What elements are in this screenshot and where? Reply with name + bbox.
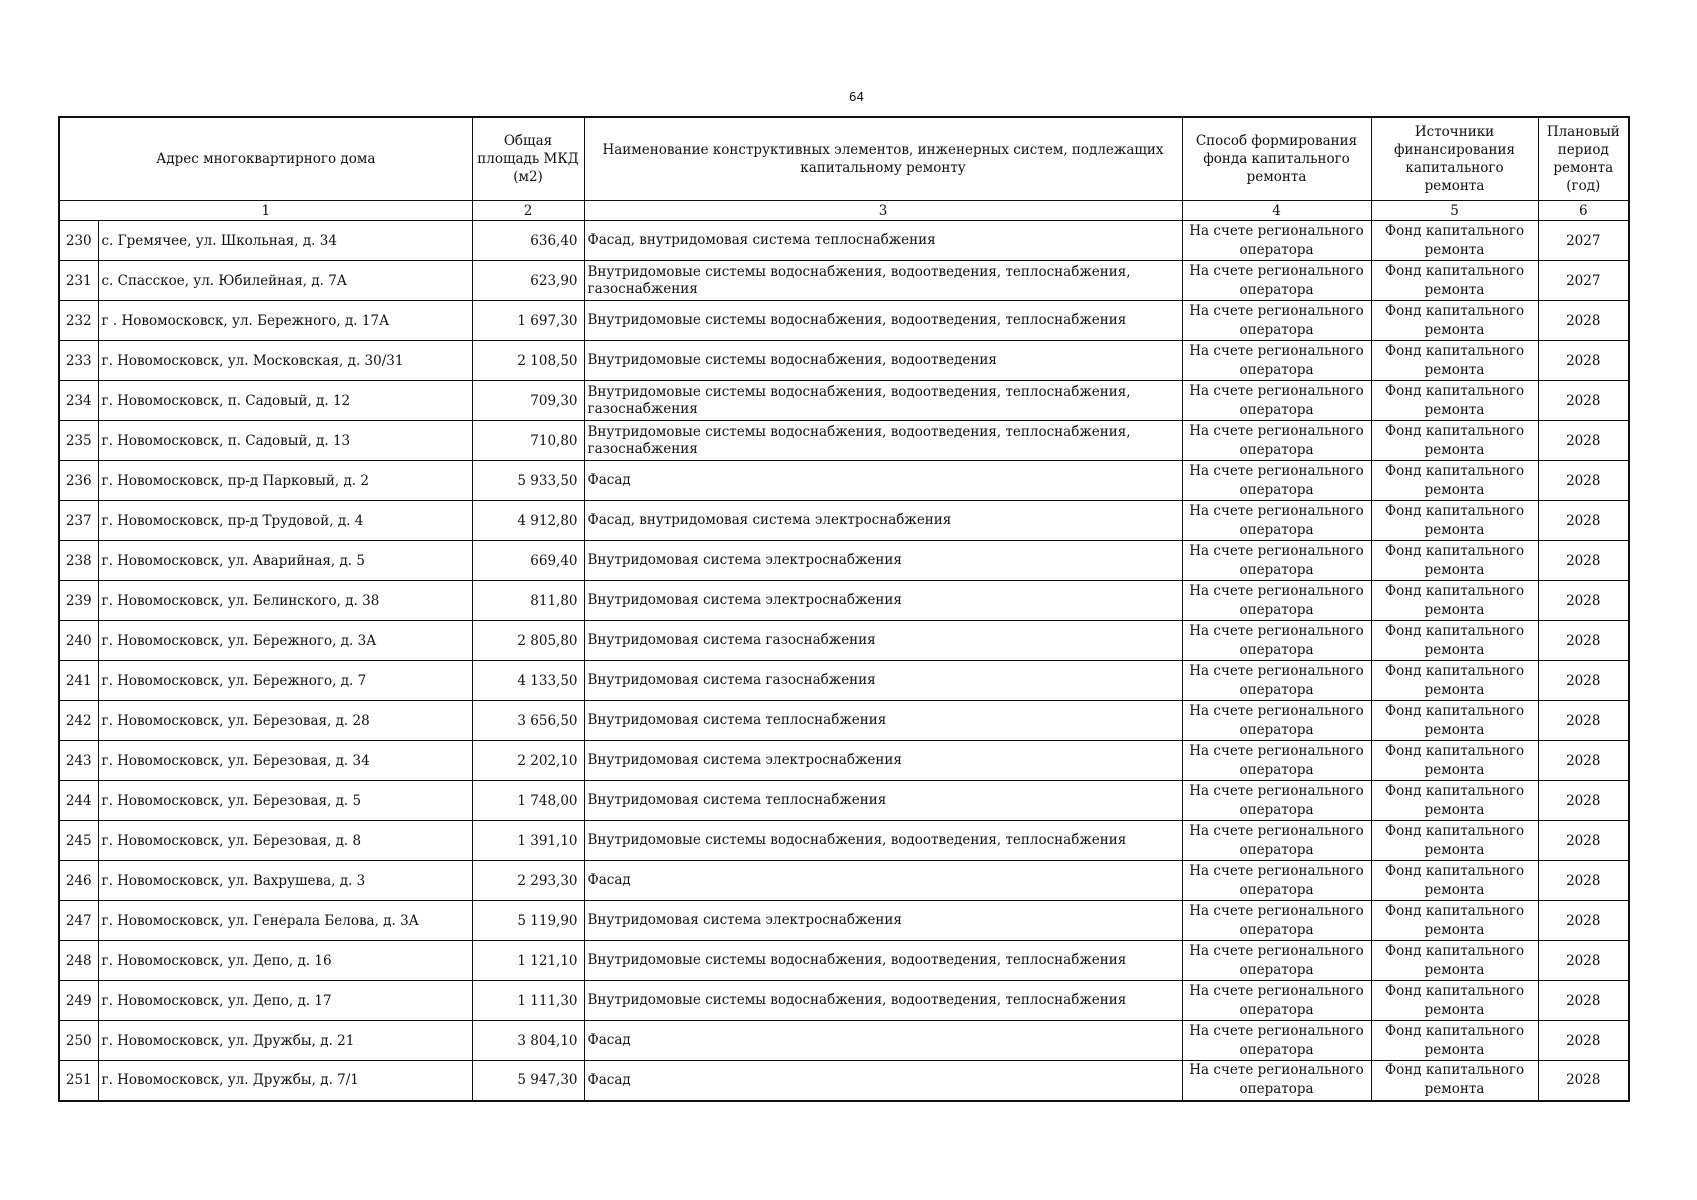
row-address: г. Новомосковск, ул. Березовая, д. 8 — [98, 821, 472, 861]
row-funding-method: На счете регионального оператора — [1182, 741, 1371, 781]
row-address: с. Спасское, ул. Юбилейная, д. 7А — [98, 261, 472, 301]
row-funding-method: На счете регионального оператора — [1182, 901, 1371, 941]
table-row — [59, 421, 1629, 461]
row-address: г. Новомосковск, ул. Дружбы, д. 21 — [98, 1021, 472, 1061]
page-number: 64 — [848, 90, 865, 104]
row-elements: Внутридомовая система электроснабжения — [584, 901, 1182, 941]
row-funding-method: На счете регионального оператора — [1182, 341, 1371, 381]
row-elements: Внутридомовая система теплоснабжения — [584, 781, 1182, 821]
table-row — [59, 701, 1629, 741]
row-area: 5 933,50 — [472, 461, 584, 501]
row-area: 4 133,50 — [472, 661, 584, 701]
row-address: г. Новомосковск, п. Садовый, д. 13 — [98, 421, 472, 461]
row-number: 232 — [59, 301, 98, 341]
row-elements: Внутридомовые системы водоснабжения, водоотведения, теплоснабжения, газоснабжения — [584, 381, 1182, 421]
row-number: 237 — [59, 501, 98, 541]
header-period: Плановый период ремонта (год) — [1538, 117, 1629, 201]
row-funding-source: Фонд капитального ремонта — [1371, 501, 1538, 541]
row-funding-method: На счете регионального оператора — [1182, 381, 1371, 421]
table-row — [59, 1061, 1629, 1101]
table-row — [59, 261, 1629, 301]
row-funding-method: На счете регионального оператора — [1182, 421, 1371, 461]
row-elements: Фасад — [584, 1021, 1182, 1061]
row-funding-method: На счете регионального оператора — [1182, 701, 1371, 741]
row-number: 231 — [59, 261, 98, 301]
row-planned-year: 2028 — [1538, 541, 1629, 581]
row-planned-year: 2028 — [1538, 581, 1629, 621]
row-area: 623,90 — [472, 261, 584, 301]
table-row — [59, 861, 1629, 901]
row-funding-method: На счете регионального оператора — [1182, 861, 1371, 901]
row-elements: Внутридомовая система газоснабжения — [584, 661, 1182, 701]
column-numbers-row — [59, 201, 1629, 221]
row-elements: Внутридомовая система электроснабжения — [584, 741, 1182, 781]
row-elements: Внутридомовая система электроснабжения — [584, 581, 1182, 621]
row-address: г. Новомосковск, ул. Бережного, д. 7 — [98, 661, 472, 701]
row-address: г. Новомосковск, ул. Аварийная, д. 5 — [98, 541, 472, 581]
row-number: 247 — [59, 901, 98, 941]
row-funding-source: Фонд капитального ремонта — [1371, 421, 1538, 461]
row-address: с. Гремячее, ул. Школьная, д. 34 — [98, 221, 472, 261]
row-funding-method: На счете регионального оператора — [1182, 1021, 1371, 1061]
table-row — [59, 221, 1629, 261]
row-area: 2 805,80 — [472, 621, 584, 661]
row-funding-method: На счете регионального оператора — [1182, 261, 1371, 301]
table-row — [59, 301, 1629, 341]
row-elements: Внутридомовые системы водоснабжения, водоотведения, теплоснабжения, газоснабжения — [584, 421, 1182, 461]
table-header-row — [59, 117, 1629, 201]
repair-program-table — [58, 116, 1630, 1102]
row-funding-method: На счете регионального оператора — [1182, 821, 1371, 861]
row-elements: Внутридомовые системы водоснабжения, водоотведения, теплоснабжения — [584, 301, 1182, 341]
row-address: г. Новомосковск, ул. Березовая, д. 28 — [98, 701, 472, 741]
row-elements: Фасад — [584, 1061, 1182, 1101]
row-planned-year: 2028 — [1538, 621, 1629, 661]
row-elements: Внутридомовые системы водоснабжения, водоотведения, теплоснабжения — [584, 981, 1182, 1021]
row-address: г. Новомосковск, ул. Бережного, д. 3А — [98, 621, 472, 661]
row-funding-method: На счете регионального оператора — [1182, 941, 1371, 981]
row-planned-year: 2028 — [1538, 461, 1629, 501]
table-row — [59, 501, 1629, 541]
row-number: 248 — [59, 941, 98, 981]
row-area: 811,80 — [472, 581, 584, 621]
row-funding-method: На счете регионального оператора — [1182, 581, 1371, 621]
row-planned-year: 2027 — [1538, 261, 1629, 301]
row-funding-source: Фонд капитального ремонта — [1371, 901, 1538, 941]
row-elements: Фасад, внутридомовая система теплоснабжения — [584, 221, 1182, 261]
row-area: 2 108,50 — [472, 341, 584, 381]
row-number: 251 — [59, 1061, 98, 1101]
row-area: 1 121,10 — [472, 941, 584, 981]
row-funding-method: На счете регионального оператора — [1182, 301, 1371, 341]
column-number: 5 — [1371, 201, 1538, 221]
row-address: г. Новомосковск, ул. Березовая, д. 5 — [98, 781, 472, 821]
row-funding-source: Фонд капитального ремонта — [1371, 621, 1538, 661]
row-area: 636,40 — [472, 221, 584, 261]
table-row — [59, 381, 1629, 421]
row-address: г . Новомосковск, ул. Бережного, д. 17А — [98, 301, 472, 341]
row-elements: Внутридомовая система теплоснабжения — [584, 701, 1182, 741]
row-funding-source: Фонд капитального ремонта — [1371, 301, 1538, 341]
row-funding-source: Фонд капитального ремонта — [1371, 461, 1538, 501]
row-area: 2 293,30 — [472, 861, 584, 901]
row-funding-source: Фонд капитального ремонта — [1371, 541, 1538, 581]
row-planned-year: 2028 — [1538, 381, 1629, 421]
row-funding-source: Фонд капитального ремонта — [1371, 381, 1538, 421]
row-planned-year: 2028 — [1538, 341, 1629, 381]
row-planned-year: 2028 — [1538, 861, 1629, 901]
row-elements: Фасад — [584, 861, 1182, 901]
row-funding-source: Фонд капитального ремонта — [1371, 741, 1538, 781]
row-planned-year: 2027 — [1538, 221, 1629, 261]
row-area: 710,80 — [472, 421, 584, 461]
row-address: г. Новомосковск, ул. Депо, д. 17 — [98, 981, 472, 1021]
row-number: 244 — [59, 781, 98, 821]
table-row — [59, 341, 1629, 381]
row-funding-method: На счете регионального оператора — [1182, 621, 1371, 661]
column-number: 2 — [472, 201, 584, 221]
row-funding-method: На счете регионального оператора — [1182, 501, 1371, 541]
row-planned-year: 2028 — [1538, 421, 1629, 461]
row-elements: Фасад — [584, 461, 1182, 501]
row-funding-source: Фонд капитального ремонта — [1371, 221, 1538, 261]
row-area: 2 202,10 — [472, 741, 584, 781]
row-planned-year: 2028 — [1538, 661, 1629, 701]
row-funding-method: На счете регионального оператора — [1182, 781, 1371, 821]
row-address: г. Новомосковск, п. Садовый, д. 12 — [98, 381, 472, 421]
row-area: 1 697,30 — [472, 301, 584, 341]
row-funding-method: На счете регионального оператора — [1182, 661, 1371, 701]
row-planned-year: 2028 — [1538, 701, 1629, 741]
row-area: 1 391,10 — [472, 821, 584, 861]
row-funding-source: Фонд капитального ремонта — [1371, 981, 1538, 1021]
row-address: г. Новомосковск, ул. Московская, д. 30/31 — [98, 341, 472, 381]
row-planned-year: 2028 — [1538, 941, 1629, 981]
row-funding-source: Фонд капитального ремонта — [1371, 861, 1538, 901]
table-row — [59, 781, 1629, 821]
header-sources: Источники финансирования капитального ремонта — [1371, 117, 1538, 201]
row-elements: Внутридомовая система электроснабжения — [584, 541, 1182, 581]
row-funding-source: Фонд капитального ремонта — [1371, 581, 1538, 621]
row-planned-year: 2028 — [1538, 981, 1629, 1021]
table-row — [59, 901, 1629, 941]
row-number: 236 — [59, 461, 98, 501]
row-area: 1 111,30 — [472, 981, 584, 1021]
header-elements: Наименование конструктивных элементов, инженерных систем, подлежащих капитальному ремонту — [584, 117, 1182, 201]
row-planned-year: 2028 — [1538, 781, 1629, 821]
table-row — [59, 821, 1629, 861]
row-address: г. Новомосковск, ул. Депо, д. 16 — [98, 941, 472, 981]
column-number: 3 — [584, 201, 1182, 221]
row-address: г. Новомосковск, ул. Дружбы, д. 7/1 — [98, 1061, 472, 1101]
row-number: 250 — [59, 1021, 98, 1061]
row-address: г. Новомосковск, пр-д Парковый, д. 2 — [98, 461, 472, 501]
row-number: 241 — [59, 661, 98, 701]
row-number: 235 — [59, 421, 98, 461]
row-area: 4 912,80 — [472, 501, 584, 541]
row-elements: Внутридомовые системы водоснабжения, водоотведения, теплоснабжения — [584, 941, 1182, 981]
row-number: 245 — [59, 821, 98, 861]
row-number: 240 — [59, 621, 98, 661]
row-planned-year: 2028 — [1538, 901, 1629, 941]
table-row — [59, 621, 1629, 661]
row-area: 709,30 — [472, 381, 584, 421]
row-elements: Внутридомовые системы водоснабжения, водоотведения, теплоснабжения, газоснабжения — [584, 261, 1182, 301]
row-address: г. Новомосковск, ул. Генерала Белова, д. 3А — [98, 901, 472, 941]
table-body — [59, 221, 1629, 1101]
row-planned-year: 2028 — [1538, 301, 1629, 341]
row-elements: Внутридомовая система газоснабжения — [584, 621, 1182, 661]
row-number: 246 — [59, 861, 98, 901]
header-area: Общая площадь МКД (м2) — [472, 117, 584, 201]
row-funding-source: Фонд капитального ремонта — [1371, 261, 1538, 301]
row-number: 230 — [59, 221, 98, 261]
column-number: 6 — [1538, 201, 1629, 221]
row-area: 669,40 — [472, 541, 584, 581]
table-row — [59, 541, 1629, 581]
row-planned-year: 2028 — [1538, 1021, 1629, 1061]
table-row — [59, 741, 1629, 781]
row-area: 5 947,30 — [472, 1061, 584, 1101]
table-row — [59, 941, 1629, 981]
row-funding-method: На счете регионального оператора — [1182, 981, 1371, 1021]
row-address: г. Новомосковск, пр-д Трудовой, д. 4 — [98, 501, 472, 541]
row-funding-source: Фонд капитального ремонта — [1371, 701, 1538, 741]
row-elements: Фасад, внутридомовая система электроснабжения — [584, 501, 1182, 541]
row-address: г. Новомосковск, ул. Березовая, д. 34 — [98, 741, 472, 781]
row-number: 249 — [59, 981, 98, 1021]
row-number: 234 — [59, 381, 98, 421]
row-planned-year: 2028 — [1538, 501, 1629, 541]
row-address: г. Новомосковск, ул. Белинского, д. 38 — [98, 581, 472, 621]
row-number: 238 — [59, 541, 98, 581]
table-row — [59, 661, 1629, 701]
row-number: 233 — [59, 341, 98, 381]
row-planned-year: 2028 — [1538, 821, 1629, 861]
row-number: 243 — [59, 741, 98, 781]
row-address: г. Новомосковск, ул. Вахрушева, д. 3 — [98, 861, 472, 901]
row-funding-method: На счете регионального оператора — [1182, 461, 1371, 501]
table-row — [59, 581, 1629, 621]
row-area: 3 656,50 — [472, 701, 584, 741]
row-planned-year: 2028 — [1538, 741, 1629, 781]
column-number: 4 — [1182, 201, 1371, 221]
row-elements: Внутридомовые системы водоснабжения, водоотведения — [584, 341, 1182, 381]
row-funding-method: На счете регионального оператора — [1182, 541, 1371, 581]
row-funding-method: На счете регионального оператора — [1182, 221, 1371, 261]
row-funding-source: Фонд капитального ремонта — [1371, 1061, 1538, 1101]
table-row — [59, 981, 1629, 1021]
row-funding-source: Фонд капитального ремонта — [1371, 341, 1538, 381]
row-area: 3 804,10 — [472, 1021, 584, 1061]
row-number: 242 — [59, 701, 98, 741]
row-number: 239 — [59, 581, 98, 621]
table-row — [59, 461, 1629, 501]
row-planned-year: 2028 — [1538, 1061, 1629, 1101]
row-funding-source: Фонд капитального ремонта — [1371, 941, 1538, 981]
header-method: Способ формирования фонда капитального ремонта — [1182, 117, 1371, 201]
table-row — [59, 1021, 1629, 1061]
row-funding-source: Фонд капитального ремонта — [1371, 781, 1538, 821]
row-elements: Внутридомовые системы водоснабжения, водоотведения, теплоснабжения — [584, 821, 1182, 861]
header-address: Адрес многоквартирного дома — [59, 117, 472, 201]
column-number: 1 — [59, 201, 472, 221]
row-area: 5 119,90 — [472, 901, 584, 941]
row-funding-source: Фонд капитального ремонта — [1371, 821, 1538, 861]
row-funding-method: На счете регионального оператора — [1182, 1061, 1371, 1101]
row-funding-source: Фонд капитального ремонта — [1371, 661, 1538, 701]
row-area: 1 748,00 — [472, 781, 584, 821]
row-funding-source: Фонд капитального ремонта — [1371, 1021, 1538, 1061]
